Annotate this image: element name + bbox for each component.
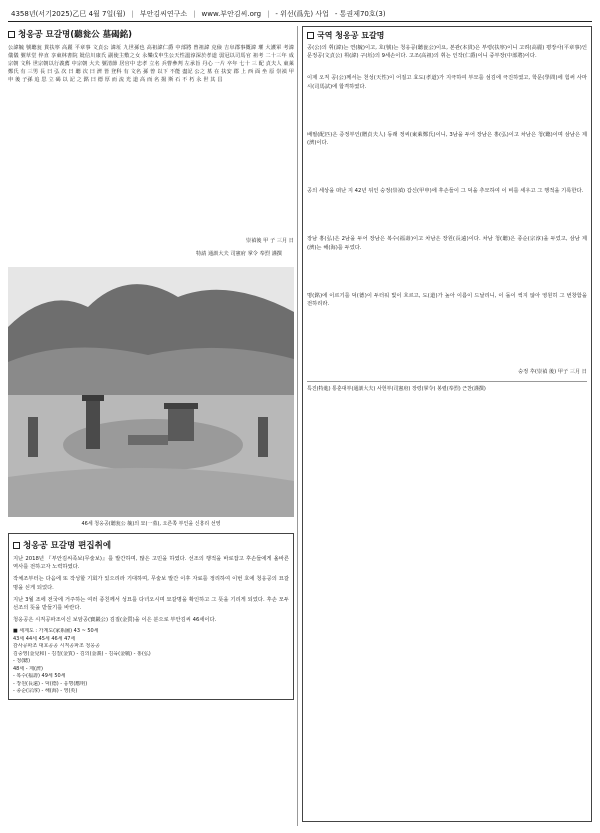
volume-number: - 통권제70호(3): [334, 9, 386, 18]
inscription-author: 特請 通訓大夫 司憲府 掌令 奉烈 謹撰: [195, 251, 282, 257]
essay-paragraph: 작체조부터는 다음에 또 작성할 기회가 있으리라 기대하며, 무술보 발간 이후 자료를 정리하여 이번 호에 청옹공의 묘갈명을 싣게 되었다.: [13, 576, 289, 591]
essay-box: [8, 533, 294, 700]
grave-photo: [8, 267, 294, 517]
translation-paragraph: 배필(配匹)은 증정부인(贈貞夫人) 동래 정씨(東萊鄭氏)이니, 3남을 두어 장남은 홍(弘)이고 차남은 청(聽)이며 삼남은 제(濟)이다.: [307, 131, 587, 147]
newspaper-page: [8, 6, 592, 827]
genealogy-row: - 장원(長遠) - 덕(德) - 응명(應明): [13, 680, 88, 687]
left-column: [8, 26, 294, 826]
column-name: - 위선(爲先) 사업: [275, 9, 329, 18]
genealogy-row: 김중영(金兌和) - 김질(金質) - 김의(金義) - 김육(金毓) - 홍(弘): [13, 650, 151, 657]
inscription-date: 崇禎後 甲 子 三月 日: [245, 238, 294, 244]
translation-author-line: 특진(特進) 통훈대부(通訓大夫) 사헌부(司憲府) 장령(掌令) 봉렬(奉烈) 근찬(謹撰): [307, 381, 587, 392]
translation-date: 숭정 후(崇禎 後) 甲子 三月 日: [518, 369, 587, 376]
genealogy-row: 48세 - 제(濟): [13, 665, 43, 672]
translation-box: [302, 26, 592, 822]
genealogy-chart: [13, 628, 289, 696]
hanja-inscription-text: 公諱毓 號聽瓮 貫扶寧 高麗 平章事 文貞公 諱坵 九世孫也 高祖諱仁爵 中部將 曾祖諱 克儉 吉阜郡事摡諱 瓘 大護軍 考諱 儀儀 號草堂 倅直 享東林書院 妣信川康氏 副使主敷之女 永樂戊申生公天性溫淳深於孝道 弱冠以司馬官 祖考 二十三年 成宗朝 文科 世宗朝以行義薦 中宗朝 大夫 號清節 居官中 忠孝 立名 兵曹參判 左承旨 丹心 一片 卒年 七十 三 配 貞夫人 東萊鄭氏 有 三男 長 曰 弘 次 曰 聽 次 曰 濟 皆 登科 有 文名 孫 曾 以下 不能 盡記 公之 墓 在 扶安 郡 上 西 面 坐 原 崇禎 甲 申 後 子孫 追 思 立 碣 以 記 之 銘 曰 德 厚 而 流 光 道 高 而 名 揚 斯 石 不 朽 永 世 其 昌: [8, 45, 294, 83]
translation-paragraph: 공의 세상을 떠난 지 42년 뒤인 숭정(崇禎) 갑신(甲申)에 후손들이 그 덕을 추모하여 이 비를 세우고 그 행적을 기록한다.: [307, 188, 584, 195]
essay-paragraph: 지난 2018년 『부안김씨족보(무술보)』를 발간하며, 많은 고민을 하였다. 선조의 행적을 바로잡고 후손들에게 올바른 역사를 전하고자 노력하였다.: [13, 556, 289, 571]
square-bullet-icon: [13, 542, 20, 549]
section-title-translation: 국역 청옹공 묘갈명: [307, 30, 587, 41]
issue-date: 4358년(서기2025)乙巳 4월 7일(월): [11, 9, 126, 18]
essay-paragraph: 청옹공은 시직공파조이신 보암공(寶巖公) 김질(金質)을 이은 분으로 부안김씨 46세이다.: [13, 617, 217, 624]
genealogy-row: - 종순(宗淳) - 해(海) - 영(英): [13, 688, 78, 695]
website-link[interactable]: www.부안김씨.org: [201, 9, 262, 18]
org-name: 부안김씨연구소: [139, 9, 188, 18]
grave-photo-illustration: [8, 267, 294, 517]
section-title-essay: 청옹공 묘갈명 편집취에: [13, 539, 289, 551]
genealogy-row: 43세 44세 45세 46세 47세: [13, 635, 76, 642]
square-bullet-icon: [307, 32, 314, 39]
right-column: [302, 26, 592, 826]
page-header: 4358년(서기2025)乙巳 4월 7일(월) | 부안김씨연구소 | www.부안김씨.org | - 위선(爲先) 사업 - 통권제70호(3): [8, 6, 592, 22]
translation-paragraph: 이제 오직 공(公)께서는 천성(天性)이 어질고 효도(孝道)가 지극하여 부모를 섬김에 극진하였고, 학문(學問)에 힘써 사마시(司馬試)에 합격하였다.: [307, 75, 587, 90]
genealogy-row: - 청(聽): [13, 658, 31, 665]
translation-paragraph: 장남 홍(弘)은 2남을 두어 장남은 복수(福壽)이고 차남은 장원(長遠)이다. 차남 청(聽)은 종순(宗淳)을 두었고, 삼남 제(濟)는 해(海)를 두었다.: [307, 236, 587, 251]
translation-paragraph: 공(公)의 휘(諱)는 연(毓)이고, 호(號)는 청옹공(聽瓮公)이요, 본관(本貫)은 부령(扶寧)이니 고려(高麗) 평장사(平章事)인 문정공(文貞公) 휘(諱) 구(坵)의 9세손이다. 고조(高祖)의 휘는 인작(仁爵)이니 중부장(中部將)이다.: [307, 45, 587, 60]
section-title-inscription: 청옹공 묘갈명(聽瓮公 墓碣銘): [8, 28, 294, 40]
square-bullet-icon: [8, 31, 15, 38]
photo-caption: 46세 청옹공(聽瓮公 毓)의 묘(一墓), 오른쪽 부인을 신흥리 선영: [81, 521, 221, 527]
essay-paragraph: 지난 3월 조에 전국에 거주하는 여러 종친께서 성묘를 다녀오시며 묘갈명을 확인하고 그 뜻을 기리게 되었다. 후손 모두 선조의 뜻을 받들기를 바란다.: [13, 596, 289, 612]
genealogy-row: - 복수(福壽) 49세 50세: [13, 673, 66, 680]
genealogy-row: 감사공파조 대호공공 시직공파조 청옹공: [13, 643, 100, 650]
translation-paragraph: 명(銘)에 이르기를 덕(德)이 두터워 빛이 흐르고, 도(道)가 높아 이름이 드날리니, 이 돌이 썩지 않아 영원히 그 번창함을 전하리라.: [307, 292, 587, 308]
genealogy-row: ■ 세계도 : 가계도(家系圖) 43 ~ 50세: [13, 628, 99, 635]
